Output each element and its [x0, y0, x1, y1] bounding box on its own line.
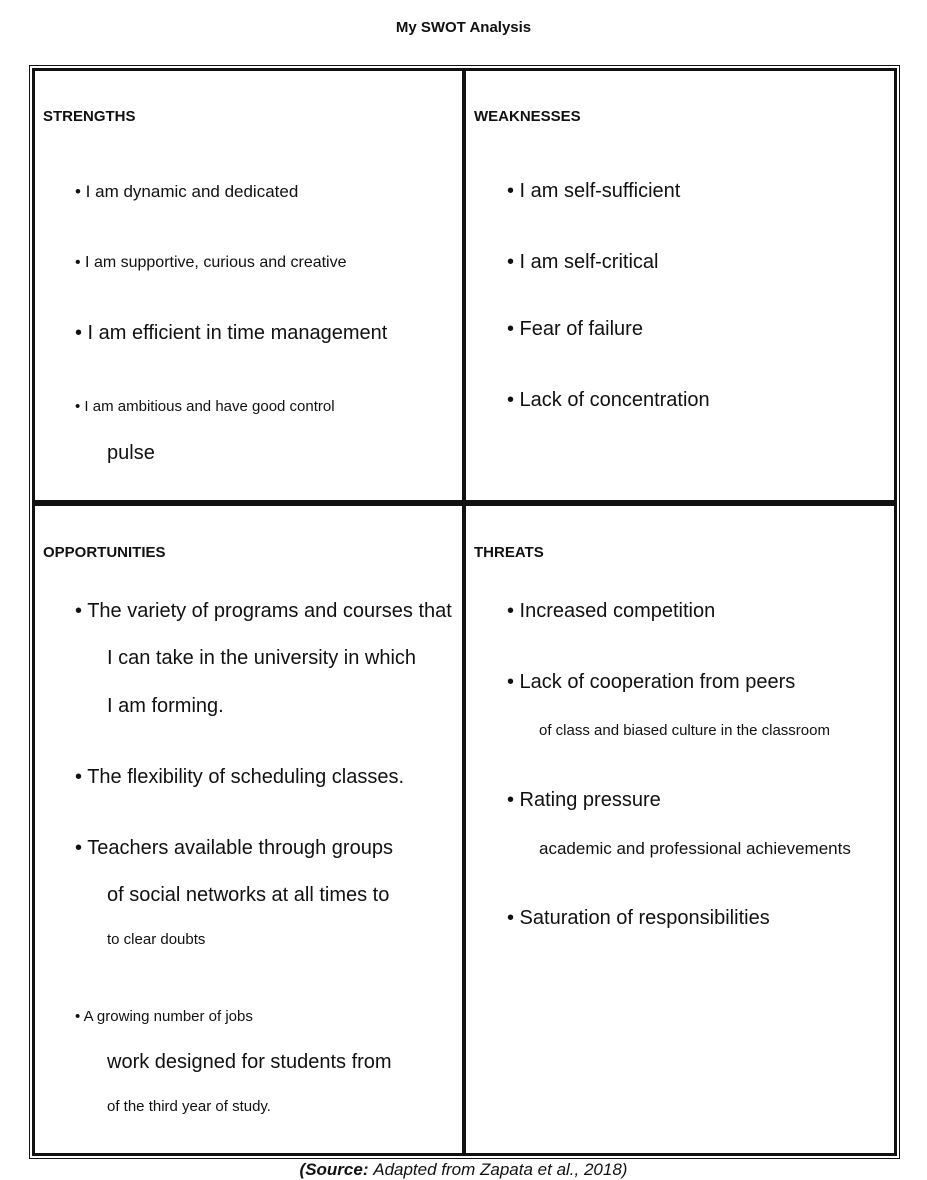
- source-reference: Adapted from Zapata et al., 2018): [373, 1160, 628, 1179]
- source-citation: [0, 1160, 927, 1180]
- weaknesses-item: • I am self-sufficient: [507, 180, 681, 202]
- threats-item: • Increased competition: [507, 600, 716, 622]
- opportunities-item-continued: work designed for students from: [107, 1051, 392, 1073]
- strengths-item: • I am efficient in time management: [75, 322, 388, 344]
- opportunities-item-continued: I can take in the university in which: [107, 647, 417, 669]
- page-title: My SWOT Analysis: [395, 19, 532, 36]
- threats-item: • Rating pressure: [507, 789, 661, 811]
- threats-item: • Saturation of responsibilities: [507, 907, 770, 929]
- opportunities-item-continued: of the third year of study.: [107, 1098, 271, 1115]
- weaknesses-heading: WEAKNESSES: [474, 108, 581, 125]
- weaknesses-item: • Fear of failure: [507, 318, 643, 340]
- opportunities-item-continued: of social networks at all times to: [107, 884, 390, 906]
- strengths-item: • I am supportive, curious and creative: [75, 254, 347, 271]
- opportunities-item: • The variety of programs and courses that: [75, 600, 452, 622]
- strengths-cell: [32, 68, 465, 503]
- threats-item-continued: of class and biased culture in the classroom: [539, 722, 830, 739]
- threats-item-continued: academic and professional achievements: [539, 839, 851, 858]
- opportunities-item: • The flexibility of scheduling classes.: [75, 766, 405, 788]
- weaknesses-item: • Lack of concentration: [507, 389, 710, 411]
- strengths-heading: STRENGTHS: [43, 108, 136, 125]
- opportunities-item: • Teachers available through groups: [75, 837, 393, 859]
- opportunities-item-continued: I am forming.: [107, 695, 224, 717]
- opportunities-heading: OPPORTUNITIES: [43, 544, 166, 561]
- strengths-item: • I am ambitious and have good control: [75, 398, 335, 415]
- weaknesses-item: • I am self-critical: [507, 251, 659, 273]
- threats-item: • Lack of cooperation from peers: [507, 671, 796, 693]
- threats-heading: THREATS: [474, 544, 544, 561]
- opportunities-item-continued: to clear doubts: [107, 931, 206, 948]
- strengths-item-continued: pulse: [107, 442, 155, 464]
- strengths-item: • I am dynamic and dedicated: [75, 182, 299, 201]
- opportunities-item: • A growing number of jobs: [75, 1008, 253, 1025]
- weaknesses-cell: [463, 68, 897, 503]
- source-label: (Source:: [299, 1160, 369, 1179]
